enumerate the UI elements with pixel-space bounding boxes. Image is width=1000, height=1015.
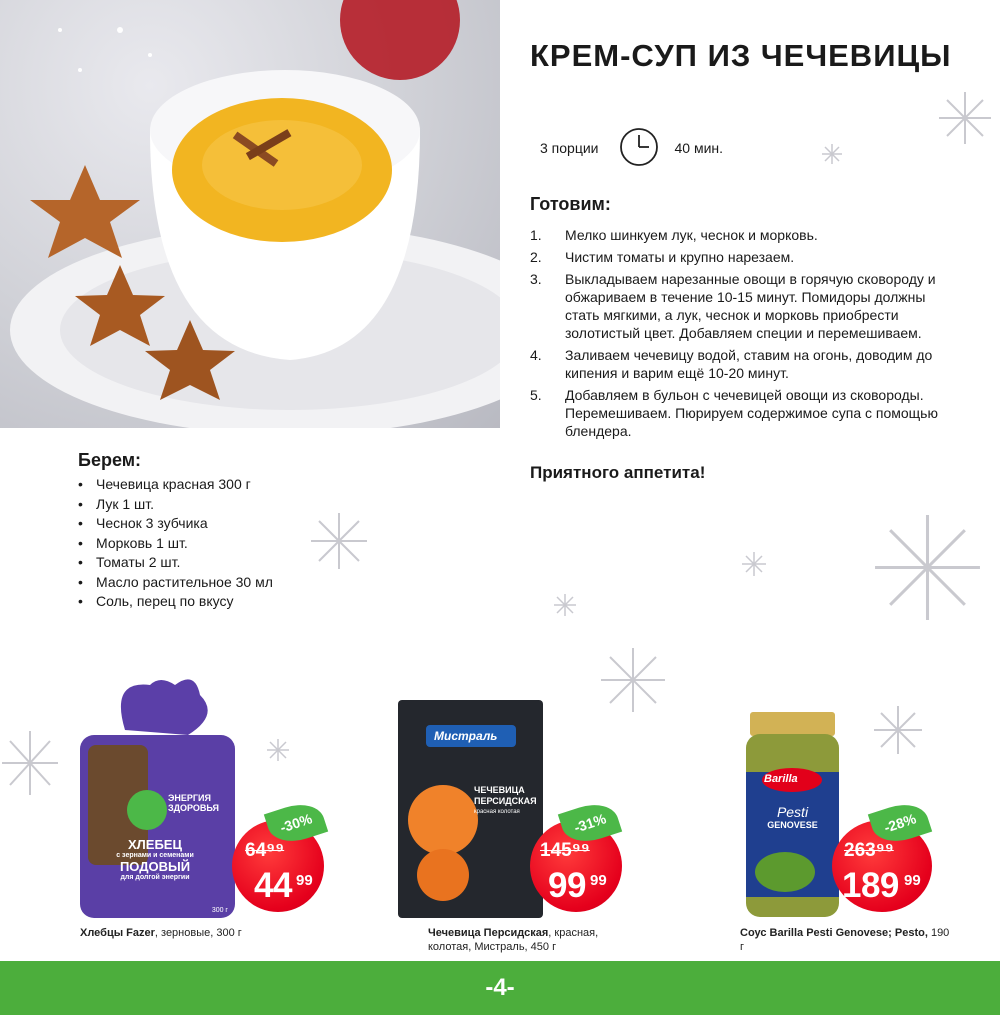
- snowflake-icon: [872, 704, 924, 756]
- ingredient-item: • Лук 1 шт.: [78, 495, 155, 512]
- snowflake-icon: [552, 592, 578, 618]
- ingredient-item: • Соль, перец по вкусу: [78, 593, 234, 609]
- pesto-brand: Barilla: [764, 773, 798, 785]
- ingredient-item: • Морковь 1 шт.: [78, 534, 188, 551]
- ingredient-item: • Масло растительное 30 мл: [78, 573, 273, 590]
- product-caption: Чечевица Персидская, красная, колотая, Мистраль, 450 г: [428, 927, 599, 953]
- discount-badge: -31%: [558, 797, 622, 849]
- time-label: 40 мин.: [674, 140, 724, 156]
- product-card-pesto[interactable]: [740, 712, 845, 917]
- current-price: 189: [842, 866, 899, 905]
- lentil-brand: Мистраль: [434, 729, 498, 743]
- old-price: 145⁹⁹: [540, 840, 590, 861]
- recipe-photo: [0, 0, 500, 428]
- recipe-title: КРЕМ-СУП ИЗ ЧЕЧЕВИЦЫ: [530, 38, 952, 73]
- discount-badge: -28%: [868, 797, 932, 849]
- bread-brand: ЭНЕРГИЯ ЗДОРОВЬЯ: [168, 793, 220, 813]
- page-number: -4-: [485, 974, 515, 1001]
- step-item: 4. Заливаем чечевицу водой, ставим на огонь, доводим до кипения и варим ещё 10-20 минут.: [530, 347, 933, 381]
- product-caption: Соус Barilla Pesti Genovese; Pesto, 190 г: [740, 927, 950, 953]
- pesto-pack-text: Pesti GENOVESE: [767, 804, 818, 830]
- ingredient-item: • Чечевица красная 300 г: [78, 476, 251, 492]
- current-price-cents: 99: [296, 872, 313, 889]
- step-item: 5. Добавляем в бульон с чечевицей овощи из сковороды. Перемешиваем. Пюрируем содержимое супа с помощью блендера.: [530, 387, 938, 439]
- recipe-meta: [540, 128, 723, 168]
- lentil-pack-text: ЧЕЧЕВИЦА ПЕРСИДСКАЯ красная колотая: [474, 785, 537, 815]
- ingredient-item: • Томаты 2 шт.: [78, 554, 181, 570]
- current-price-cents: 99: [904, 872, 921, 889]
- ingredient-item: • Чеснок 3 зубчика: [78, 515, 208, 531]
- steps-list: [530, 226, 960, 444]
- clock-icon: [619, 127, 659, 170]
- step-item: 1. Мелко шинкуем лук, чеснок и морковь.: [530, 227, 818, 243]
- product-card-lentils[interactable]: [398, 700, 543, 920]
- snowflake-icon: [820, 142, 844, 166]
- snowflake-icon: [935, 88, 995, 148]
- ingredients-list: [78, 475, 273, 612]
- snowflake-icon: [0, 728, 60, 798]
- snowflake-icon: [870, 510, 985, 625]
- snowflake-icon: [740, 550, 768, 578]
- step-item: 3. Выкладываем нарезанные овощи в горячую сковороду и обжариваем в течение 10-15 минут. Помидоры должны стать мягкими, а лук, чеснок и морковь приобрести золотистый цвет. Добавляем специи и перемешиваем.: [530, 271, 936, 341]
- snowflake-icon: [265, 737, 291, 763]
- old-price: 64⁹⁹: [245, 840, 285, 861]
- old-price: 263⁹⁹: [844, 840, 894, 861]
- snowflake-icon: [308, 510, 370, 572]
- snowflake-icon: [598, 645, 668, 715]
- page-footer: [0, 961, 1000, 1015]
- product-card-bread[interactable]: [70, 675, 240, 920]
- ingredients-heading: Берем:: [78, 450, 142, 470]
- current-price-cents: 99: [590, 872, 607, 889]
- discount-badge: -30%: [264, 797, 328, 849]
- steps-heading: Готовим:: [530, 194, 611, 214]
- soup-illustration: [0, 0, 500, 428]
- portions-label: 3 порции: [540, 140, 599, 156]
- closing-text: Приятного аппетита!: [530, 463, 706, 482]
- bread-pack-text: ХЛЕБЕЦ с зернами и семенами ПОДОВЫЙ для долгой энергии: [116, 837, 194, 881]
- current-price: 44: [254, 866, 292, 905]
- bread-weight: 300 г: [211, 907, 228, 914]
- step-item: 2. Чистим томаты и крупно нарезаем.: [530, 249, 795, 265]
- current-price: 99: [548, 866, 586, 905]
- product-caption: Хлебцы Fazer, зерновые, 300 г: [80, 927, 242, 939]
